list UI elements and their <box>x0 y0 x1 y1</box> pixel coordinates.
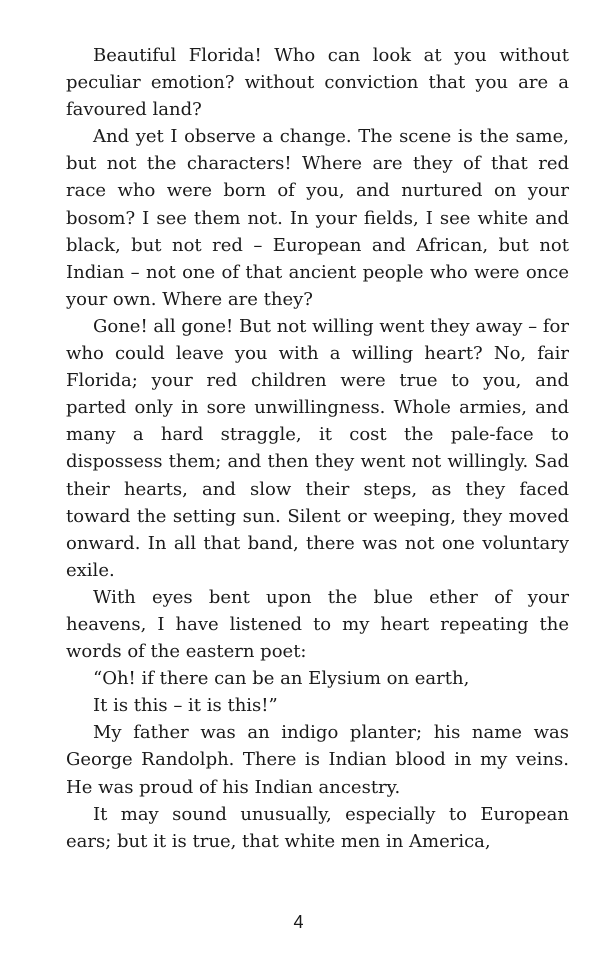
verse-line-2: It is this – it is this!” <box>93 695 278 717</box>
paragraph-heavens: With eyes bent upon the blue ether of your heavens, I have listened to my heart repeating the words of the eastern poet: <box>66 586 569 663</box>
page-number: 4 <box>293 912 304 932</box>
paragraph-gone: Gone! all gone! But not willing went they away – for who could leave you with a willing heart? No, fair Florida; your red children were true to you, and parted only in sore unwillingness. Whole armies, and many a hard straggle, it cost the pale-face to dispossess them; and then they went not willingly. Sad their hearts, and slow their steps, as they faced toward the setting sun. Silent or weeping, they moved onward. In all that band, there was not one voluntary exile. <box>66 315 569 581</box>
page-body <box>66 42 569 855</box>
paragraph-european: It may sound unusually, especially to European ears; but it is true, that white men in America, <box>66 803 569 852</box>
paragraph-florida: Beautiful Florida! Who can look at you without peculiar emotion? without conviction that you are a favoured land? <box>66 45 569 121</box>
paragraph-change: And yet I observe a change. The scene is the same, but not the characters! Where are they of that red race who were born of you, and nurtured on your bosom? I see them not. In your fields, I see white and black, but not red – European and African, but not Indian – not one of that ancient people who were once your own. Where are they? <box>66 126 569 310</box>
verse-line-1: “Oh! if there can be an Elysium on earth, <box>93 668 470 690</box>
paragraph-father: My father was an indigo planter; his name was George Randolph. There is Indian blood in my veins. He was proud of his Indian ancestry. <box>66 722 569 798</box>
